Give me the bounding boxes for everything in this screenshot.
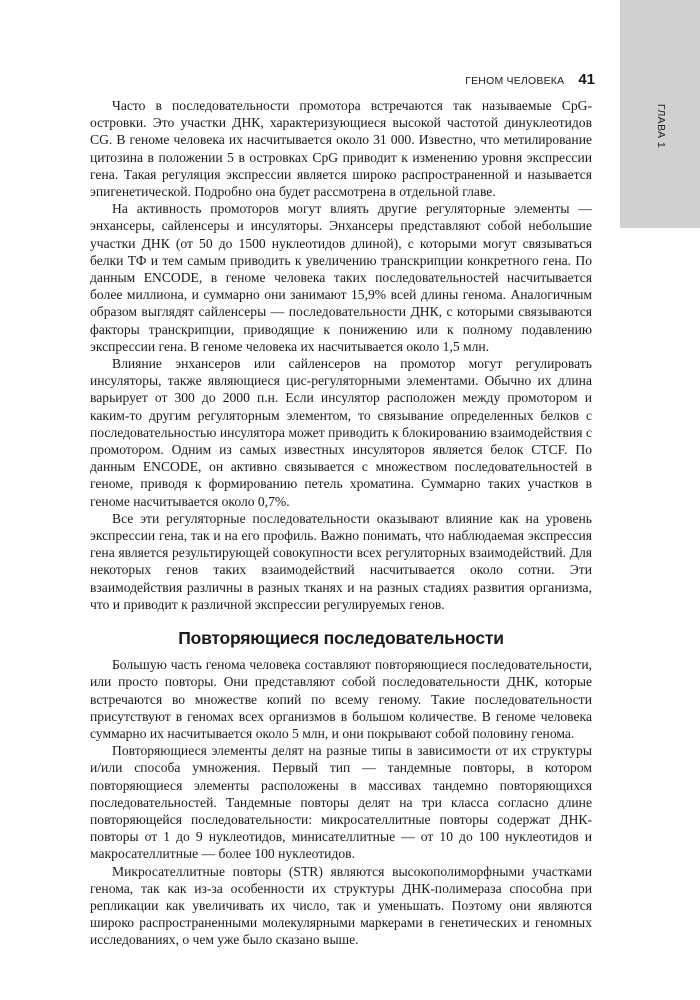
paragraph-insulators: Влияние энхансеров или сайленсеров на промотор могут регулировать инсуляторы, также являющиеся цис-регуляторными элементами. Обычно их длина варьирует от 300 до 2000 п.н. Если инсулятор расположен между промотором и каким-то другим регуляторным элементом, то связывание определенных белков с последовательностью инсулятора может приводить к блокированию взаимодействия с промотором. Одним из самых известных инсуляторов является белок CTCF. По данным ENCODE, он активно связывается с множеством последовательностей в геноме, приводя к формированию петель хроматина. Суммарно таких участков в геноме насчитывается около 0,7%. [90, 356, 592, 509]
paragraph-enhancers-silencers: На активность промоторов могут влиять другие регуляторные элементы — энхансеры, сайленсеры и инсуляторы. Энхансеры представляют собой небольшие участки ДНК (от 50 до 1500 нуклеотидов длиной), с которыми могут связываться белки ТФ и тем самым приводить к увеличению транскрипции конкретного гена. По данным ENCODE, в геноме человека таких последовательностей насчитывается более миллиона, и суммарно они занимают 15,9% всей длины генома. Аналогичным образом выглядят сайленсеры — последовательности ДНК, с которыми связываются факторы транскрипции, приводящие к понижению или к полному подавлению экспрессии гена. В геноме человека их насчитывается около 1,5 млн. [90, 201, 592, 354]
paragraph-repeats-intro: Большую часть генома человека составляют повторяющиеся последовательности, или просто повторы. Они представляют собой последовательности ДНК, которые встречаются во множестве копий по всему геному. Такие последовательности присутствуют в геномах всех организмов в большом количестве. В геноме человека суммарно их насчитывается около 5 млн, и они покрывают собой половину генома. [90, 657, 592, 741]
page-body [90, 97, 592, 949]
running-header [455, 71, 595, 89]
paragraph-regulatory-summary: Все эти регуляторные последовательности оказывают влияние как на уровень экспрессии гена, так и на его профиль. Важно понимать, что наблюдаемая экспрессия гена является результирующей совокупности всех регуляторных взаимодействий. Для некоторых генов таких взаимодействий насчитывается около сотни. Эти взаимодействия различны в разных тканях и на разных стадиях развития организма, что и приводит к различной экспрессии регулируемых генов. [90, 510, 592, 612]
page-number: 41 [578, 71, 595, 88]
paragraph-tandem-repeats: Повторяющиеся элементы делят на разные типы в зависимости от их структуры и/или способа умножения. Первый тип — тандемные повторы, в котором повторяющиеся элементы расположены в массивах тандемно повторяющихся последовательностей. Тандемные повторы делят на три класса согласно длине повторяющейся последовательности: микросателлитные повторы содержат ДНК-повторы от 1 до 9 нуклеотидов, минисателлитные — от 10 до 100 нуклеотидов и макросателлитные — более 100 нуклеотидов. [90, 743, 592, 862]
running-title: ГЕНОМ ЧЕЛОВЕКА [465, 75, 565, 87]
paragraph-microsatellites: Микросателлитные повторы (STR) являются высокополиморфными участками генома, так как из-за особенности их структуры ДНК-полимераза способна при репликации как увеличивать их число, так и уменьшать. Поэтому они являются широко распространенными молекулярными маркерами в генетических и геномных исследованиях, о чем уже было сказано выше. [90, 863, 592, 948]
section-heading: Повторяющиеся последовательности [178, 628, 504, 649]
chapter-tab-label: ГЛАВА 1 [655, 103, 667, 149]
paragraph-cpg-islands: Часто в последовательности промотора встречаются так называемые CpG-островки. Это участки ДНК, характеризующиеся высокой частотой динуклеотидов CG. В геноме человека их насчитывается около 31 000. Известно, что метилирование цитозина в положении 5 в островках CpG приводит к изменению уровня экспрессии гена. Такая регуляция экспрессии является широко распространенной и называется эпигенетической. Подробно она будет рассмотрена в отдельной главе. [90, 98, 592, 200]
